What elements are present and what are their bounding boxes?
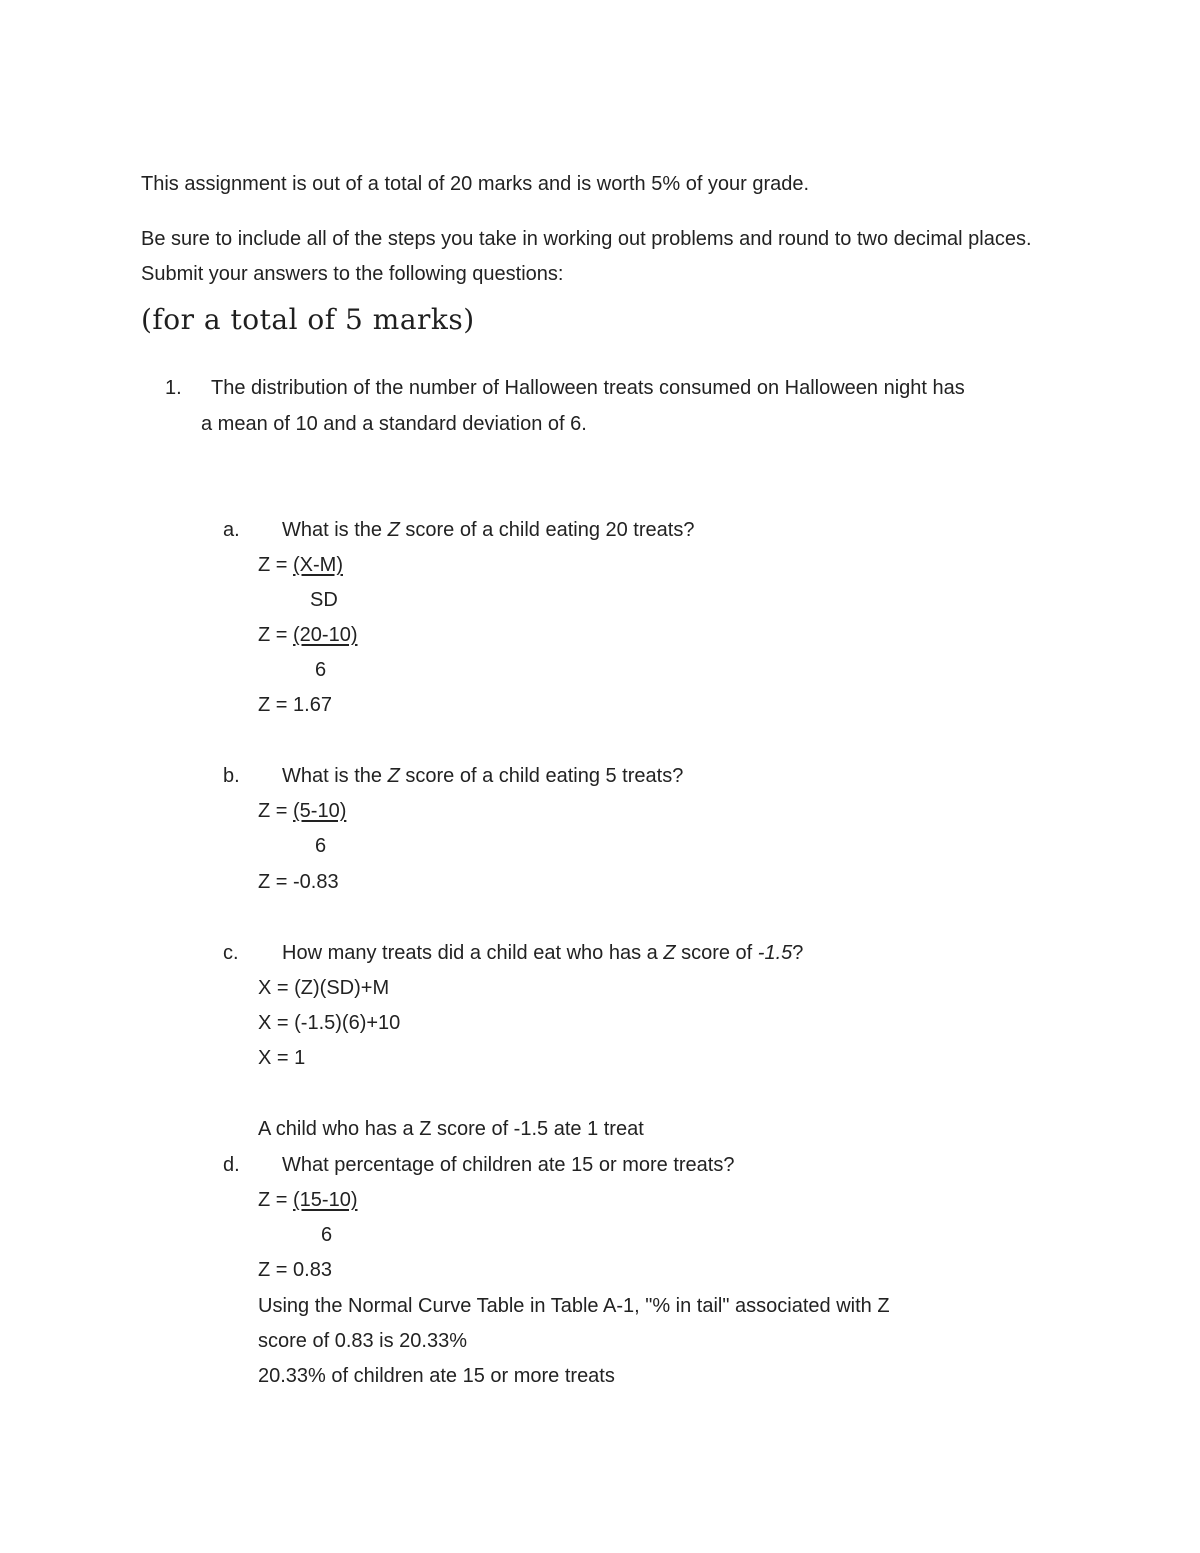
question-text-line-1: The distribution of the number of Halloween treats consumed on Halloween night has bbox=[211, 377, 965, 399]
part-c-answer: A child who has a Z score of -1.5 ate 1 treat bbox=[258, 1118, 644, 1140]
part-d-table-line-2: score of 0.83 is 20.33% bbox=[258, 1330, 468, 1352]
part-b-substitution-denominator: 6 bbox=[315, 835, 327, 857]
part-a-formula-numerator: Z = (X-M) bbox=[258, 554, 343, 576]
part-c-letter: c. bbox=[223, 942, 239, 964]
part-a-substitution-numerator: Z = (20-10) bbox=[258, 624, 358, 646]
part-c-line-1: X = (Z)(SD)+M bbox=[258, 977, 390, 999]
intro-line-3: Submit your answers to the following questions: bbox=[141, 263, 564, 285]
part-a-formula-denominator: SD bbox=[310, 589, 338, 611]
intro-line-2: Be sure to include all of the steps you take in working out problems and round to two decimal places. bbox=[141, 228, 1032, 250]
part-d-table-line-1: Using the Normal Curve Table in Table A-1, "% in tail" associated with Z bbox=[258, 1295, 890, 1317]
part-d-letter: d. bbox=[223, 1154, 240, 1176]
part-b-question: What is the Z score of a child eating 5 treats? bbox=[282, 765, 684, 787]
question-number: 1. bbox=[165, 377, 182, 399]
part-d-answer: 20.33% of children ate 15 or more treats bbox=[258, 1365, 615, 1387]
part-a-letter: a. bbox=[223, 519, 240, 541]
part-b-letter: b. bbox=[223, 765, 240, 787]
part-c-line-2: X = (-1.5)(6)+10 bbox=[258, 1012, 401, 1034]
part-d-result: Z = 0.83 bbox=[258, 1259, 332, 1281]
part-c-line-3: X = 1 bbox=[258, 1047, 306, 1069]
section-heading: (for a total of 5 marks) bbox=[141, 303, 475, 336]
intro-line-1: This assignment is out of a total of 20 marks and is worth 5% of your grade. bbox=[141, 173, 810, 195]
part-a-substitution-denominator: 6 bbox=[315, 659, 327, 681]
question-text-line-2: a mean of 10 and a standard deviation of 6. bbox=[201, 413, 587, 435]
part-d-question: What percentage of children ate 15 or more treats? bbox=[282, 1154, 735, 1176]
part-a-result: Z = 1.67 bbox=[258, 694, 332, 716]
part-b-result: Z = -0.83 bbox=[258, 871, 339, 893]
part-b-substitution-numerator: Z = (5-10) bbox=[258, 800, 347, 822]
part-c-question: How many treats did a child eat who has a Z score of -1.5? bbox=[282, 942, 804, 964]
part-d-substitution-numerator: Z = (15-10) bbox=[258, 1189, 358, 1211]
part-a-question: What is the Z score of a child eating 20 treats? bbox=[282, 519, 695, 541]
part-d-substitution-denominator: 6 bbox=[321, 1224, 333, 1246]
